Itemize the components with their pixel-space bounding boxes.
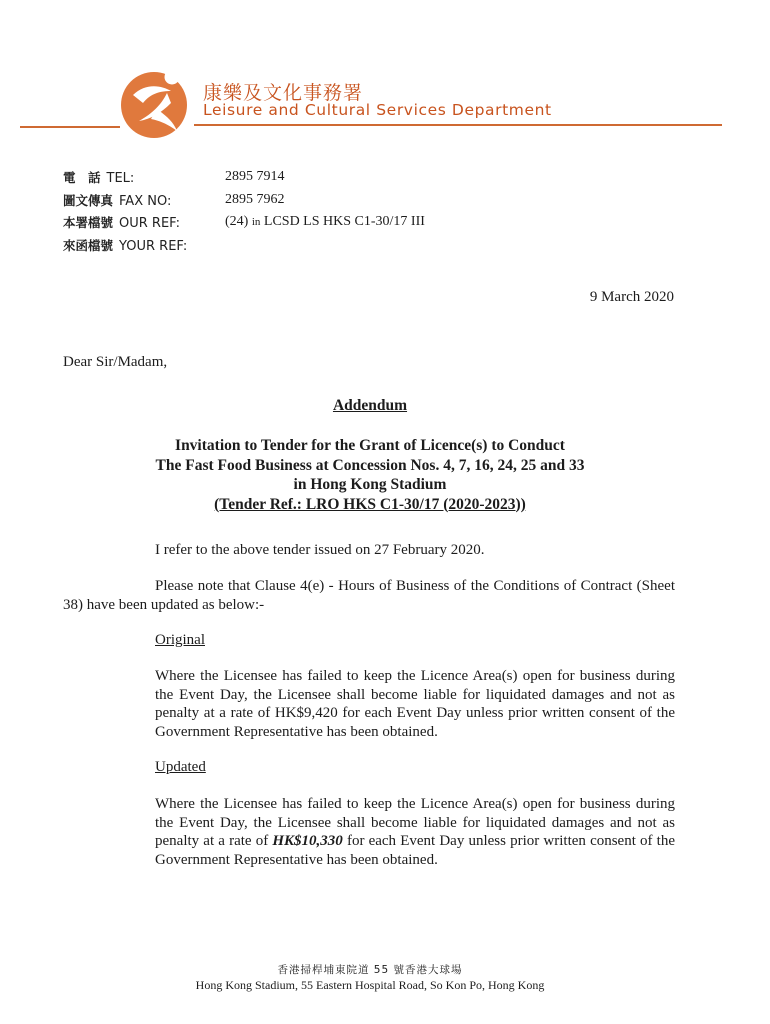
fax-label: FAX NO:: [119, 193, 172, 209]
tender-title-line-3: in Hong Kong Stadium: [293, 476, 447, 493]
intro-paragraph: I refer to the above tender issued on 27 February 2020.: [155, 542, 485, 558]
updated-heading: Updated: [155, 759, 206, 775]
org-name-english: Leisure and Cultural Services Department: [203, 101, 552, 119]
clause-paragraph: Please note that Clause 4(e) - Hours of Business of the Conditions of Contract (Sheet 38) have been updated as below:-: [63, 578, 675, 613]
header-rule-right: [194, 124, 722, 126]
contact-row-your-ref: [63, 234, 425, 257]
lcsd-logo: [117, 63, 197, 143]
tender-title: [0, 436, 740, 514]
tender-title-line-2: The Fast Food Business at Concession Nos. 4, 7, 16, 24, 25 and 33: [155, 456, 585, 474]
our-ref-value: (24) in LCSD LS HKS C1-30/17 III: [225, 214, 425, 230]
org-name-chinese: 康樂及文化事務署: [203, 82, 364, 104]
our-ref-label-zh: 本署檔號: [63, 215, 114, 231]
original-heading: Original: [155, 632, 205, 648]
your-ref-label: YOUR REF:: [119, 238, 188, 254]
our-ref-label: OUR REF:: [119, 216, 181, 232]
lcsd-logo-icon: [117, 63, 197, 143]
contact-row-our-ref: [63, 211, 425, 234]
tel-value: 2895 7914: [225, 169, 285, 185]
updated-amount: HK$10,330: [272, 833, 343, 849]
addendum-heading: Addendum: [332, 397, 408, 414]
tender-title-line-1: Invitation to Tender for the Grant of Licence(s) to Conduct: [175, 437, 565, 454]
footer-address-english: Hong Kong Stadium, 55 Eastern Hospital Road, So Kon Po, Hong Kong: [195, 978, 545, 992]
contact-block: [63, 166, 425, 256]
tender-reference: (Tender Ref.: LRO HKS C1-30/17 (2020-2023)): [214, 495, 526, 513]
your-ref-label-zh: 來函檔號: [63, 237, 114, 253]
footer-address-chinese: 香港掃桿埔東院道 55 號香港大球場: [277, 964, 463, 976]
tel-label-zh: 電 話: [63, 170, 101, 186]
salutation: Dear Sir/Madam,: [63, 354, 168, 370]
tel-label: TEL:: [106, 171, 135, 187]
fax-value: 2895 7962: [225, 191, 285, 207]
updated-clause: Where the Licensee has failed to keep the Licence Area(s) open for business during the Event Day, the Licensee shall become liable for liquidated damages and not as penalty at a rate of HK$10,330 for each Event Day unless prior written consent of the Government Representative has been obtained.: [155, 796, 676, 868]
original-clause: Where the Licensee has failed to keep the Licence Area(s) open for business during the Event Day, the Licensee shall become liable for liquidated damages and not as penalty at a rate of HK$9,420 for each Event Day unless prior written consent of the Government Representative has been obtained.: [155, 668, 675, 740]
contact-row-tel: [63, 166, 425, 189]
letter-date: 9 March 2020: [589, 289, 674, 305]
contact-row-fax: [63, 189, 425, 212]
fax-label-zh: 圖文傳真: [63, 192, 114, 208]
header-rule-left: [20, 126, 120, 128]
